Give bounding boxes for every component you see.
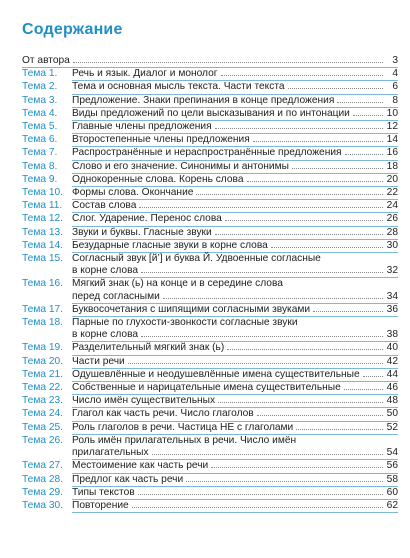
toc-entry-title: Мягкий знак (ь) на конце и в середине слова: [72, 278, 283, 290]
toc-entry-number: Тема 1.: [22, 68, 58, 80]
toc-entry: [22, 200, 398, 212]
toc-entry-page: 36: [386, 303, 398, 315]
dot-leader: [313, 311, 383, 312]
toc-entry-number: Тема 22.: [22, 382, 63, 394]
toc-entry: [22, 395, 398, 407]
toc-entry-title: Парные по глухости-звонкости согласные звуки: [72, 317, 298, 329]
toc-entry-page: 58: [386, 473, 398, 485]
toc-entry-title: Предлог как часть речи: [72, 473, 184, 485]
toc-entry-title: Главные члены предложения: [72, 121, 212, 133]
toc-entry-number: Тема 28.: [22, 473, 63, 485]
toc-entry: [22, 227, 398, 239]
toc-entry-page: 48: [386, 395, 398, 407]
toc-entry: [22, 487, 398, 499]
page-title: Содержание: [22, 21, 123, 38]
toc-entry-title: Местоимение как часть речи: [72, 460, 209, 472]
toc-entry-number: Тема 18.: [22, 317, 63, 329]
dot-leader: [138, 494, 383, 495]
toc-entry-number: Тема 24.: [22, 408, 63, 420]
toc-entry-title: Однокоренные слова. Корень слова: [72, 173, 244, 185]
dot-leader: [288, 88, 383, 89]
toc-entry-number: Тема 6.: [22, 134, 58, 146]
toc-entry-number: Тема 2.: [22, 81, 58, 93]
toc-entry-page: 6: [392, 81, 398, 93]
toc-entry: [22, 369, 398, 381]
toc-entry: [22, 304, 398, 316]
toc-entry: [22, 108, 398, 120]
toc-entry-page: 32: [386, 265, 398, 277]
dot-leader: [186, 481, 383, 482]
toc-entry-number: Тема 27.: [22, 460, 63, 472]
dot-leader: [128, 363, 383, 364]
dot-leader: [271, 247, 383, 248]
dot-leader: [215, 128, 383, 129]
toc-entry-title: в корне слова: [72, 329, 139, 341]
dot-leader: [345, 154, 383, 155]
toc-entry-page: 56: [386, 460, 398, 472]
toc-entry: [22, 500, 398, 512]
toc-entry-number: Тема 20.: [22, 355, 63, 367]
toc-entry-number: Тема 30.: [22, 499, 63, 511]
dot-leader: [337, 102, 383, 103]
toc-entry: [22, 55, 398, 67]
toc-entry-number: Тема 9.: [22, 173, 58, 185]
toc-entry: [22, 460, 398, 472]
toc-entry: [22, 356, 398, 368]
dot-leader: [196, 194, 383, 195]
toc-entry-page: 28: [386, 226, 398, 238]
toc-entry: [22, 134, 398, 146]
dot-leader: [73, 62, 383, 63]
toc-entry-title: Число имён существительных: [72, 395, 216, 407]
toc-entry-title: Состав слова: [72, 200, 137, 212]
toc-entry-number: Тема 11.: [22, 200, 63, 212]
dot-leader: [353, 115, 383, 116]
toc-entry-page: 26: [386, 213, 398, 225]
toc-entry-title: Безударные гласные звуки в корне слова: [72, 239, 268, 251]
toc-entry-page: 46: [386, 382, 398, 394]
toc-entry-page: 34: [386, 290, 398, 302]
toc-entry-number: Тема 19.: [22, 342, 63, 354]
toc-entry-title: Слог. Ударение. Перенос слова: [72, 213, 222, 225]
toc-entry-number: Тема 5.: [22, 121, 58, 133]
toc-entry-page: 14: [386, 134, 398, 146]
toc-entry: [22, 121, 398, 133]
toc-entry-page: 22: [386, 187, 398, 199]
toc-entry-title: Повторение: [72, 499, 129, 511]
dot-leader: [247, 181, 384, 182]
toc-entry: [22, 474, 398, 486]
toc-entry: [22, 147, 398, 159]
toc-entry-title: Собственные и нарицательные имена существительные: [72, 382, 341, 394]
dot-leader: [227, 349, 383, 350]
toc-entry-title: Буквосочетания с шипящими согласными звуками: [72, 303, 311, 315]
toc-entry-page: 20: [386, 173, 398, 185]
toc-entry-page: 38: [386, 329, 398, 341]
toc-entry-number: Тема 13.: [22, 226, 63, 238]
toc-entry-page: 10: [386, 107, 398, 119]
dot-leader: [296, 429, 383, 430]
toc-entry: [22, 408, 398, 420]
toc-entry-number: Тема 29.: [22, 486, 63, 498]
toc-entry: [22, 240, 398, 252]
toc-entry: [22, 342, 398, 354]
toc-entry-title: Согласный звук [й’] и буква Й. Удвоенные согласные: [72, 253, 321, 265]
toc-entry: [22, 95, 398, 107]
toc-entry-number: Тема 4.: [22, 107, 58, 119]
toc-entry-page: 18: [386, 160, 398, 172]
dot-leader: [211, 467, 383, 468]
toc-entry-page: 24: [386, 200, 398, 212]
toc-entry-title: перед согласными: [72, 290, 160, 302]
row-divider: [72, 512, 398, 513]
toc-entry-title: Глагол как часть речи. Число глаголов: [72, 408, 254, 420]
toc-entry: [22, 187, 398, 199]
toc-entry-title: Типы текстов: [72, 486, 135, 498]
toc-entry-title: Предложение. Знаки препинания в конце предложения: [72, 94, 335, 106]
toc-entry-page: 54: [386, 447, 398, 459]
dot-leader: [163, 298, 383, 299]
toc-entry-number: Тема 14.: [22, 239, 63, 251]
toc-entry: [22, 81, 398, 93]
toc-entry-title: Виды предложений по цели высказывания и по интонации: [72, 107, 350, 119]
dot-leader: [152, 454, 383, 455]
toc-entry-number: Тема 23.: [22, 395, 63, 407]
toc-entry-page: 12: [386, 121, 398, 133]
toc-entry-number: Тема 25.: [22, 421, 63, 433]
toc-entry: [22, 174, 398, 186]
toc-entry: [22, 213, 398, 225]
toc-entry-page: 40: [386, 342, 398, 354]
dot-leader: [253, 141, 383, 142]
toc-entry-page: 50: [386, 408, 398, 420]
toc-entry-title: Второстепенные члены предложения: [72, 134, 250, 146]
toc-entry-page: 3: [392, 55, 398, 66]
toc-entry-number: Тема 15.: [22, 253, 63, 265]
dot-leader: [344, 389, 383, 390]
dot-leader: [141, 272, 383, 273]
toc-entry-page: 62: [386, 499, 398, 511]
dot-leader: [225, 220, 383, 221]
toc-entry-number: Тема 8.: [22, 160, 58, 172]
toc-entry-number: Тема 26.: [22, 434, 63, 446]
dot-leader: [141, 336, 383, 337]
toc-entry-title: Роль глаголов в речи. Частица НЕ с глаголами: [72, 421, 294, 433]
toc-entry-number: Тема 10.: [22, 187, 63, 199]
toc-entry-page: 60: [386, 486, 398, 498]
toc-entry-page: 42: [386, 355, 398, 367]
toc-entry-title: Формы слова. Окончание: [72, 187, 194, 199]
toc-entry-title: От автора: [22, 55, 70, 66]
toc-entry-page: 52: [386, 421, 398, 433]
toc-entry-title: прилагательных: [72, 447, 149, 459]
table-of-contents: [22, 55, 398, 513]
toc-entry: [22, 253, 398, 277]
toc-entry-title: Части речи: [72, 355, 125, 367]
toc-entry: [22, 161, 398, 173]
toc-entry: [22, 68, 398, 80]
toc-entry-number: Тема 17.: [22, 303, 63, 315]
dot-leader: [257, 415, 383, 416]
toc-entry-page: 4: [392, 68, 398, 80]
dot-leader: [292, 168, 383, 169]
toc-entry: [22, 278, 398, 302]
toc-entry-number: Тема 21.: [22, 368, 63, 380]
toc-entry-number: Тема 3.: [22, 94, 58, 106]
toc-entry-title: Роль имён прилагательных в речи. Число имён: [72, 434, 297, 446]
dot-leader: [132, 507, 383, 508]
toc-entry-page: 30: [386, 239, 398, 251]
dot-leader: [218, 402, 383, 403]
toc-entry-title: Одушевлённые и неодушевлённые имена существительные: [72, 368, 360, 380]
toc-entry-title: в корне слова: [72, 265, 139, 277]
toc-entry-title: Распространённые и нераспространённые предложения: [72, 147, 342, 159]
dot-leader: [139, 207, 383, 208]
toc-entry-page: 8: [392, 94, 398, 106]
toc-entry-number: Тема 12.: [22, 213, 63, 225]
toc-entry: [22, 317, 398, 341]
dot-leader: [215, 234, 383, 235]
toc-entry: [22, 422, 398, 434]
toc-entry-page: 16: [386, 147, 398, 159]
toc-entry-title: Речь и язык. Диалог и монолог: [72, 68, 218, 80]
toc-entry-number: Тема 7.: [22, 147, 58, 159]
toc-entry: [22, 382, 398, 394]
toc-entry-title: Разделительный мягкий знак (ь): [72, 342, 225, 354]
dot-leader: [221, 75, 384, 76]
toc-entry-title: Тема и основная мысль текста. Части текста: [72, 81, 285, 93]
toc-entry: [22, 435, 398, 459]
toc-entry-title: Звуки и буквы. Гласные звуки: [72, 226, 212, 238]
toc-entry-title: Слово и его значение. Синонимы и антонимы: [72, 160, 289, 172]
dot-leader: [363, 376, 383, 377]
toc-entry-page: 44: [386, 368, 398, 380]
toc-entry-number: Тема 16.: [22, 278, 63, 290]
